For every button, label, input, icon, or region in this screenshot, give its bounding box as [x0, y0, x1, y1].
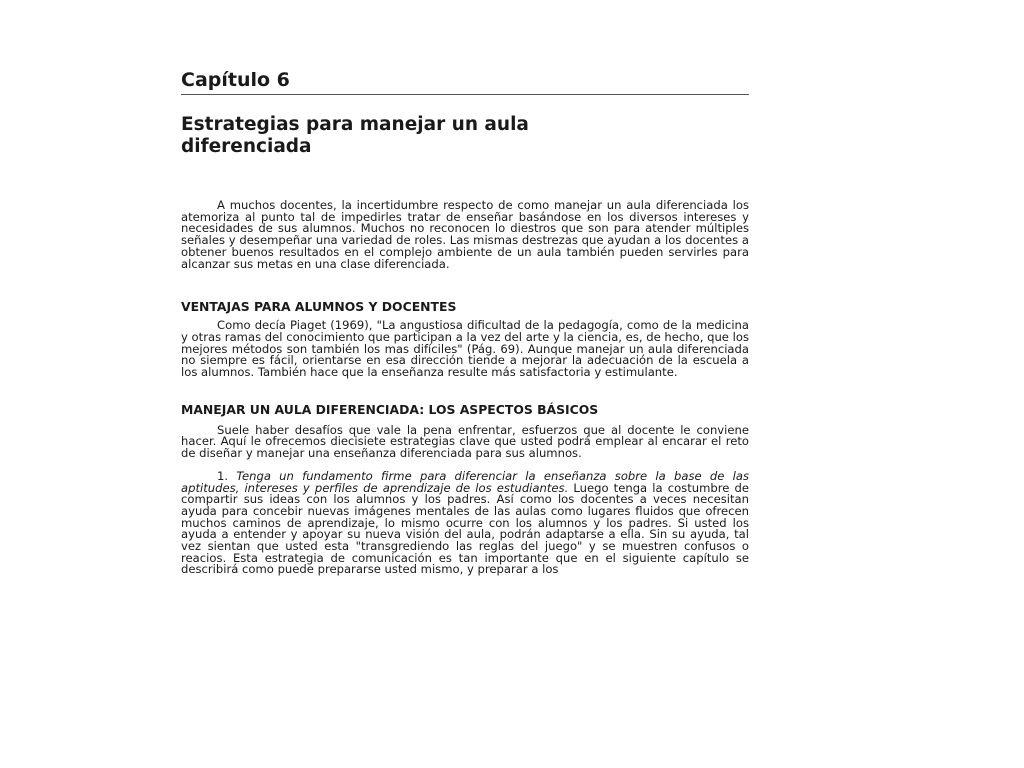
strategy-emphasis: Tenga un fundamento firme para diferenciar la enseñanza sobre la base de las aptitudes, intereses y perfiles de aprendizaje de los estudiantes.: [181, 468, 750, 495]
strategy-number: 1.: [217, 468, 237, 483]
chapter-title: [181, 114, 749, 158]
chapter-heading: Capítulo 6: [181, 68, 749, 95]
ventajas-paragraph: Como decía Piaget (1969), "La angustiosa dificultad de la pedagogía, como de la medicina y otras ramas del conocimiento que participan a la vez del arte y la ciencia, es, de hecho, que los mejores métodos son también los mas difíciles" (Pág. 69). Aunque manejar un aula diferenciada no siempre es fácil, orientarse en esa dirección tiende a mejorar la adecuación de la escuela a los alumnos. También hace que la enseñanza resulte más satisfactoria y estimulante.: [181, 318, 749, 380]
aspectos-paragraph: Suele haber desafíos que vale la pena enfrentar, esfuerzos que al docente le conviene hacer. Aquí le ofrecemos diecisiete estrategias clave que usted podrá emplear al encarar el reto de diseñar y manejar una enseñanza diferenciada para sus alumnos.: [181, 422, 749, 461]
section-heading-ventajas: VENTAJAS PARA ALUMNOS Y DOCENTES: [181, 299, 457, 315]
chapter-title-line-2: diferenciada: [181, 136, 312, 157]
strategy-item-1: [181, 468, 750, 577]
section-heading-aspectos-basicos: MANEJAR UN AULA DIFERENCIADA: LOS ASPECTOS BÁSICOS: [181, 401, 599, 417]
document-page: [181, 68, 749, 576]
chapter-title-line-1: Estrategias para manejar un aula: [181, 114, 529, 135]
strategy-text: Luego tenga la costumbre de compartir sus ideas con los alumnos y los padres. Así como los docentes a veces necesitan ayuda para concebir nuevas imágenes mentales de las aulas como lugares fluidos que ofrecen muchos caminos de aprendizaje, lo mismo ocurre con los alumnos y los padres. Si usted los ayuda a entender y apoyar su nueva visión del aula, podrán adaptarse a ella. Sin su ayuda, tal vez sientan que usted esta "transgrediendo las reglas del juego" y se muestren confusos o reacios. Esta estrategia de comunicación es tan importante que en el siguiente capítulo se describirá como puede prepararse usted mismo, y preparar a los: [181, 480, 750, 577]
intro-paragraph: A muchos docentes, la incertidumbre respecto de como manejar un aula diferenciada los atemoriza al punto tal de impedirles tratar de enseñar basándose en los diversos intereses y necesidades de sus alumnos. Muchos no reconocen lo diestros que son para atender múltiples señales y desempeñar una variedad de roles. Las mismas destrezas que ayudan a los docentes a obtener buenos resultados en el complejo ambiente de un aula también pueden servirles para alcanzar sus metas en una clase diferenciada.: [181, 198, 749, 271]
